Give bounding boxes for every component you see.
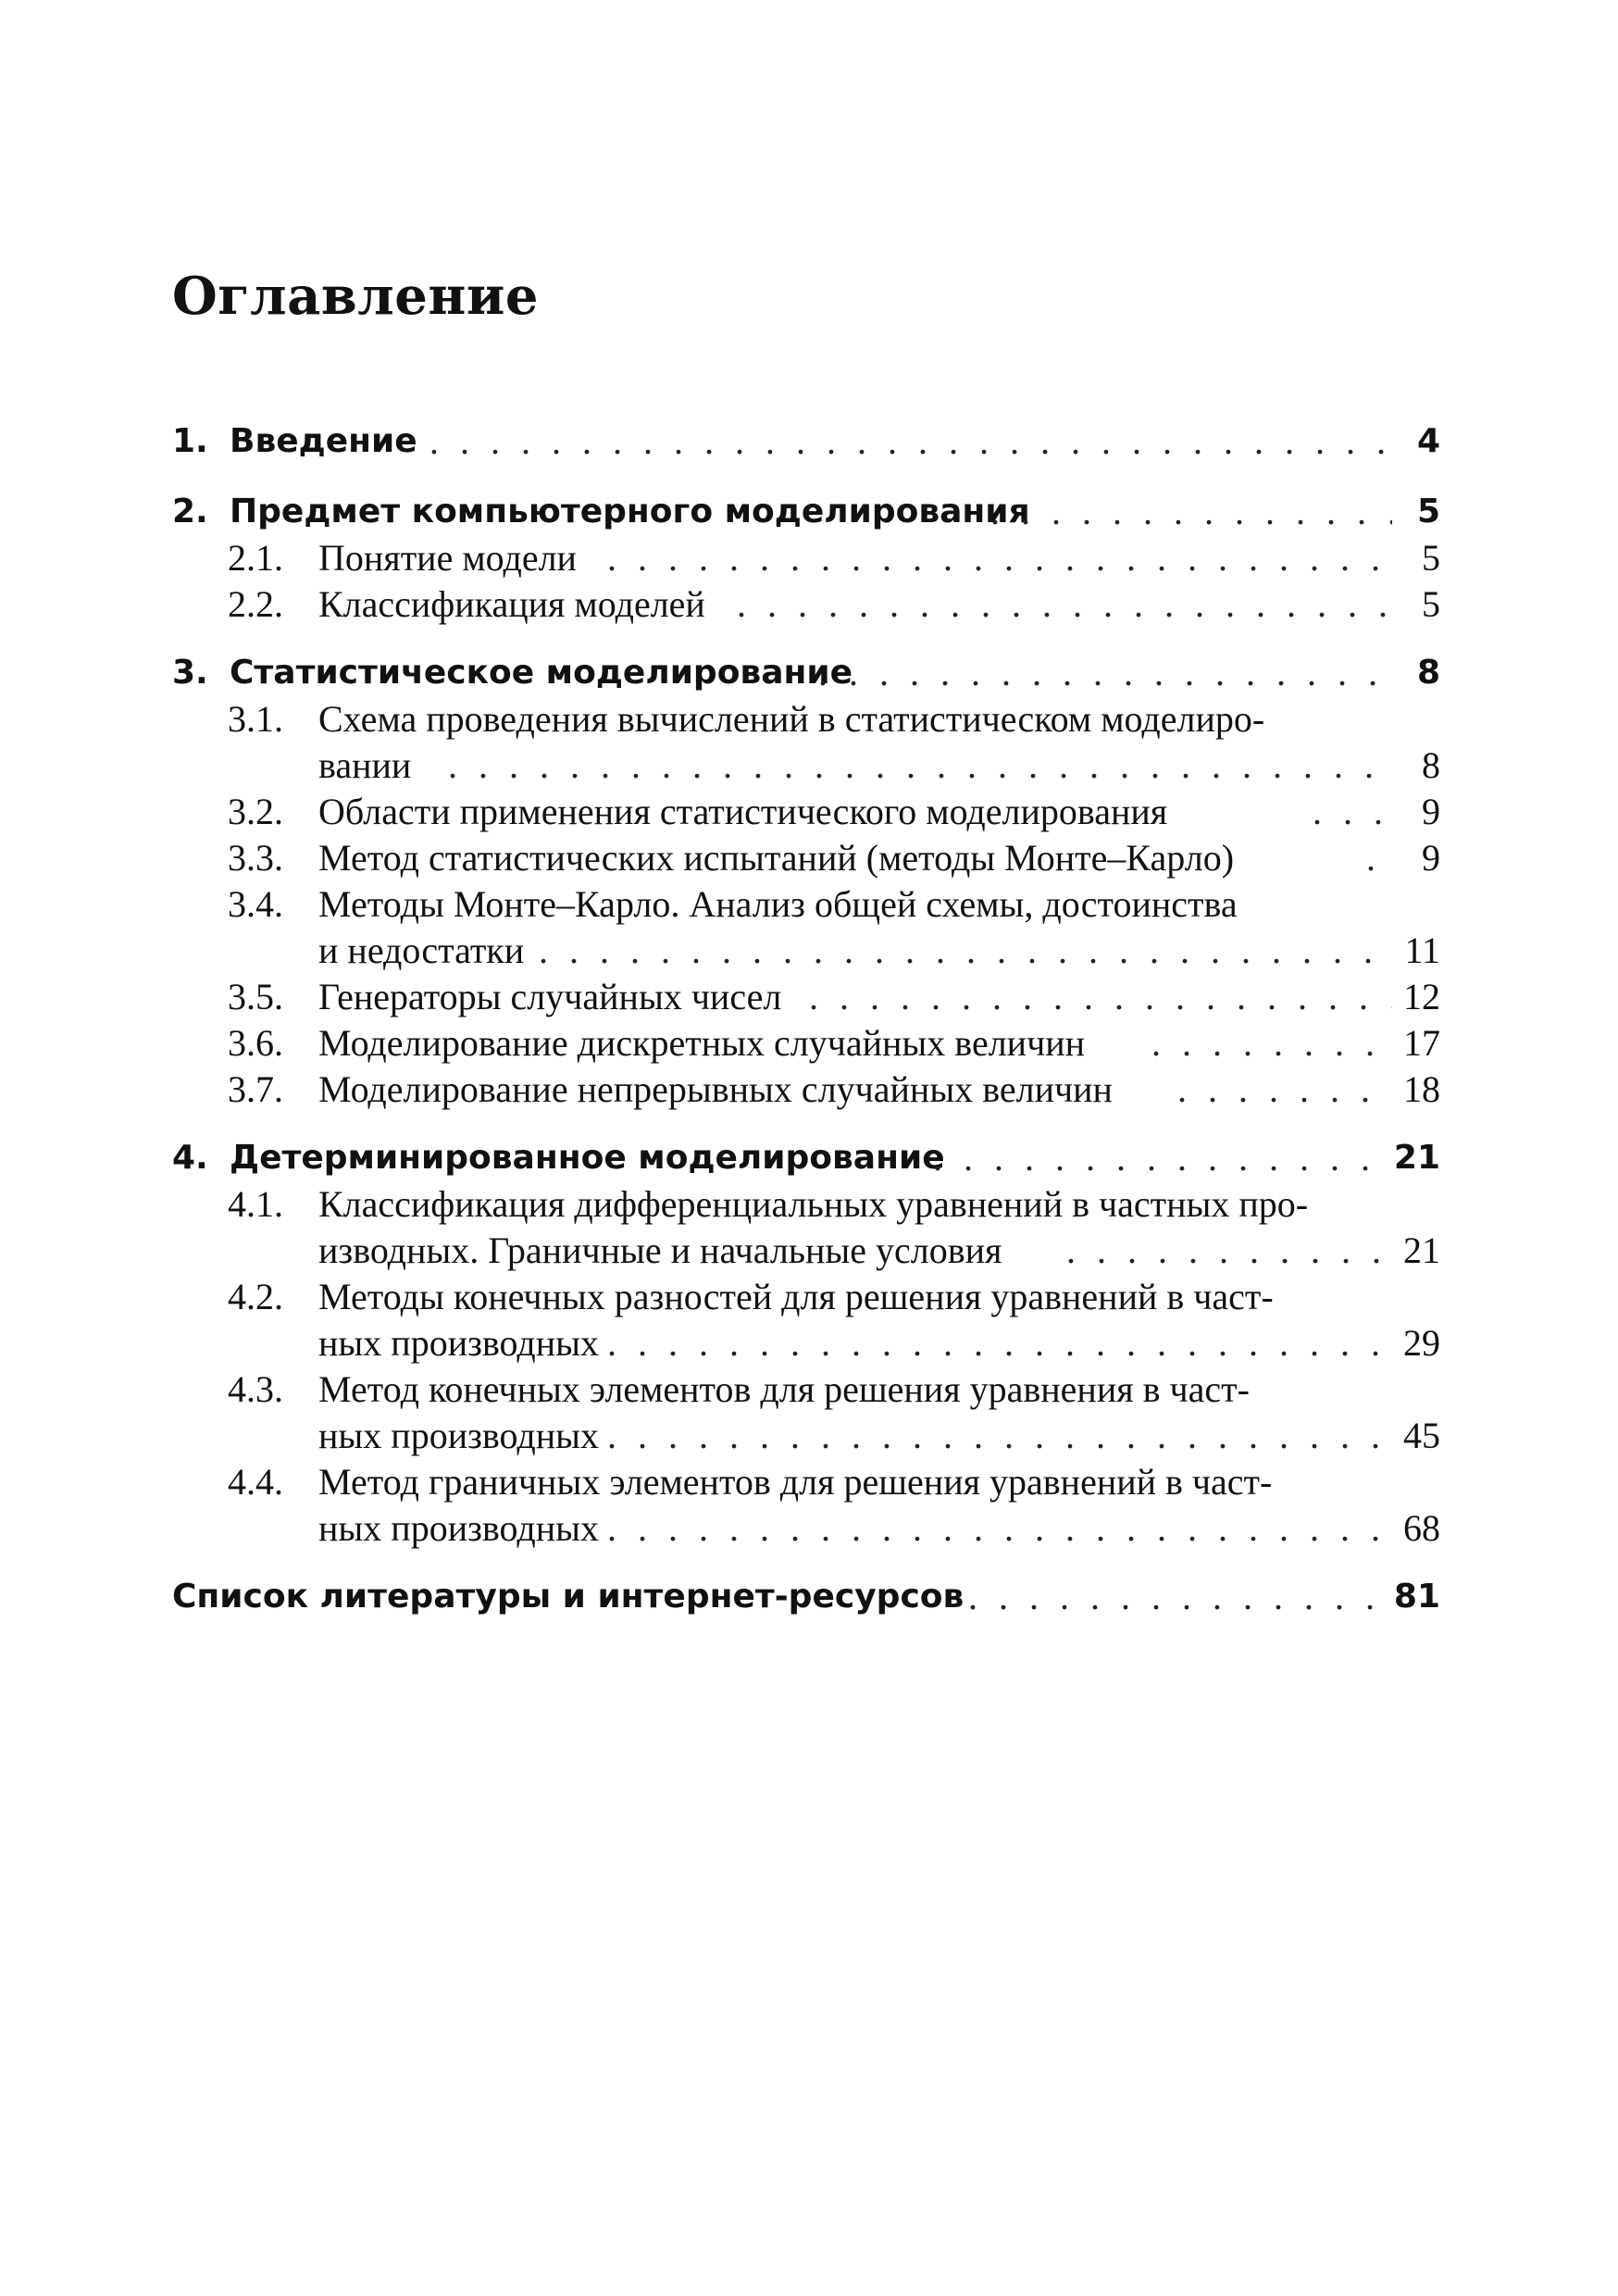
page-number: 45 <box>1403 1415 1440 1456</box>
section-title-line-2: ных производных <box>318 1507 599 1549</box>
chapter-title: Предмет компьютерного моделирования <box>230 493 1030 530</box>
dot-leader <box>933 1135 1392 1181</box>
page-number: 5 <box>1422 583 1440 625</box>
toc-section-3-4-continued[interactable] <box>172 928 1440 974</box>
page-number: 18 <box>1403 1068 1440 1110</box>
page-title: Оглавление <box>172 266 540 327</box>
section-number: 3.3. <box>228 837 283 879</box>
page-number: 12 <box>1403 976 1440 1017</box>
section-title: Метод статистических испытаний (методы Монте–Карло) <box>318 837 1235 879</box>
chapter-number: 3. <box>172 654 208 692</box>
toc-chapter-2[interactable] <box>172 489 1440 535</box>
chapter-title: Детерминированное моделирование <box>230 1139 945 1177</box>
toc-chapter-4[interactable] <box>172 1135 1440 1181</box>
section-number: 4.3. <box>228 1368 283 1410</box>
section-number: 3.1. <box>228 698 283 740</box>
page-number: 8 <box>1422 744 1440 786</box>
page-number: 81 <box>1393 1578 1440 1616</box>
chapter-title: Статистическое моделирование <box>230 654 853 692</box>
toc-section-3-4[interactable] <box>172 881 1440 928</box>
toc-section-3-7[interactable] <box>172 1067 1440 1113</box>
page-number: 5 <box>1422 537 1440 579</box>
dot-leader <box>448 742 1392 789</box>
dot-leader <box>968 1574 1392 1620</box>
page-number: 5 <box>1416 493 1440 530</box>
section-number: 3.4. <box>228 883 283 925</box>
toc-references[interactable] <box>172 1574 1440 1620</box>
section-title-line-2: и недостатки <box>318 930 525 971</box>
toc-section-4-3-continued[interactable] <box>172 1413 1440 1459</box>
section-title: Области применения статистического моделирования <box>318 791 1168 832</box>
dot-leader <box>1151 1020 1392 1067</box>
dot-leader <box>1366 835 1392 881</box>
references-title: Список литературы и интернет-ресурсов <box>172 1578 965 1616</box>
page-number: 4 <box>1416 422 1440 460</box>
section-title-line-1: Метод граничных элементов для решения уравнений в част- <box>318 1461 1273 1503</box>
toc-section-3-2[interactable] <box>172 789 1440 835</box>
table-of-contents <box>172 418 1440 1620</box>
section-number: 4.2. <box>228 1276 283 1317</box>
section-title-line-2: ных производных <box>318 1415 599 1456</box>
page-number: 29 <box>1403 1322 1440 1364</box>
section-number: 3.5. <box>228 976 283 1017</box>
chapter-title: Введение <box>230 422 417 460</box>
section-number: 3.2. <box>228 791 283 832</box>
toc-section-2-2[interactable] <box>172 581 1440 628</box>
chapter-number: 1. <box>172 422 208 460</box>
dot-leader <box>990 489 1392 535</box>
chapter-number: 4. <box>172 1139 208 1177</box>
toc-section-4-1-continued[interactable] <box>172 1228 1440 1274</box>
toc-section-4-4[interactable] <box>172 1459 1440 1505</box>
section-title-line-1: Классификация дифференциальных уравнений в частных про- <box>318 1183 1309 1225</box>
page-number: 17 <box>1403 1022 1440 1064</box>
toc-chapter-3[interactable] <box>172 650 1440 696</box>
page-number: 9 <box>1422 837 1440 879</box>
toc-section-4-1[interactable] <box>172 1181 1440 1228</box>
section-number: 3.6. <box>228 1022 283 1064</box>
dot-leader <box>429 418 1392 465</box>
section-number: 2.1. <box>228 537 283 579</box>
section-number: 4.4. <box>228 1461 283 1503</box>
dot-leader <box>818 650 1392 696</box>
dot-leader <box>1177 1067 1392 1113</box>
toc-section-4-2-continued[interactable] <box>172 1320 1440 1366</box>
section-title-line-1: Методы Монте–Карло. Анализ общей схемы, достоинства <box>318 883 1238 925</box>
section-title: Генераторы случайных чисел <box>318 976 782 1017</box>
section-title-line-2: изводных. Граничные и начальные условия <box>318 1229 1002 1271</box>
section-title-line-2: вании <box>318 744 412 786</box>
toc-section-4-4-continued[interactable] <box>172 1505 1440 1552</box>
page-number: 8 <box>1416 654 1440 692</box>
dot-leader <box>607 1413 1392 1459</box>
toc-section-3-6[interactable] <box>172 1020 1440 1067</box>
toc-section-4-3[interactable] <box>172 1366 1440 1413</box>
toc-section-3-1[interactable] <box>172 696 1440 742</box>
page-number: 21 <box>1393 1139 1440 1177</box>
page-number: 11 <box>1404 930 1440 971</box>
section-number: 4.1. <box>228 1183 283 1225</box>
dot-leader <box>607 1505 1392 1552</box>
page-number: 68 <box>1403 1507 1440 1549</box>
dot-leader <box>809 974 1392 1020</box>
page-number: 21 <box>1403 1229 1440 1271</box>
section-number: 3.7. <box>228 1068 283 1110</box>
toc-section-3-1-continued[interactable] <box>172 742 1440 789</box>
section-title-line-2: ных производных <box>318 1322 599 1364</box>
chapter-number: 2. <box>172 493 208 530</box>
toc-chapter-1[interactable] <box>172 418 1440 465</box>
dot-leader <box>539 928 1392 974</box>
dot-leader <box>737 581 1392 628</box>
toc-section-3-5[interactable] <box>172 974 1440 1020</box>
section-title: Моделирование непрерывных случайных величин <box>318 1068 1113 1110</box>
section-title-line-1: Методы конечных разностей для решения уравнений в част- <box>318 1276 1274 1317</box>
section-title-line-1: Схема проведения вычислений в статистическом моделиро- <box>318 698 1265 740</box>
page-number: 9 <box>1422 791 1440 832</box>
dot-leader <box>1066 1228 1392 1274</box>
dot-leader <box>1313 789 1392 835</box>
toc-section-3-3[interactable] <box>172 835 1440 881</box>
section-title-line-1: Метод конечных элементов для решения уравнения в част- <box>318 1368 1250 1410</box>
section-title: Понятие модели <box>318 537 577 579</box>
section-title: Моделирование дискретных случайных величин <box>318 1022 1086 1064</box>
toc-section-2-1[interactable] <box>172 535 1440 581</box>
dot-leader <box>607 1320 1392 1366</box>
section-number: 2.2. <box>228 583 283 625</box>
section-title: Классификация моделей <box>318 583 705 625</box>
toc-section-4-2[interactable] <box>172 1274 1440 1320</box>
dot-leader <box>607 535 1392 581</box>
